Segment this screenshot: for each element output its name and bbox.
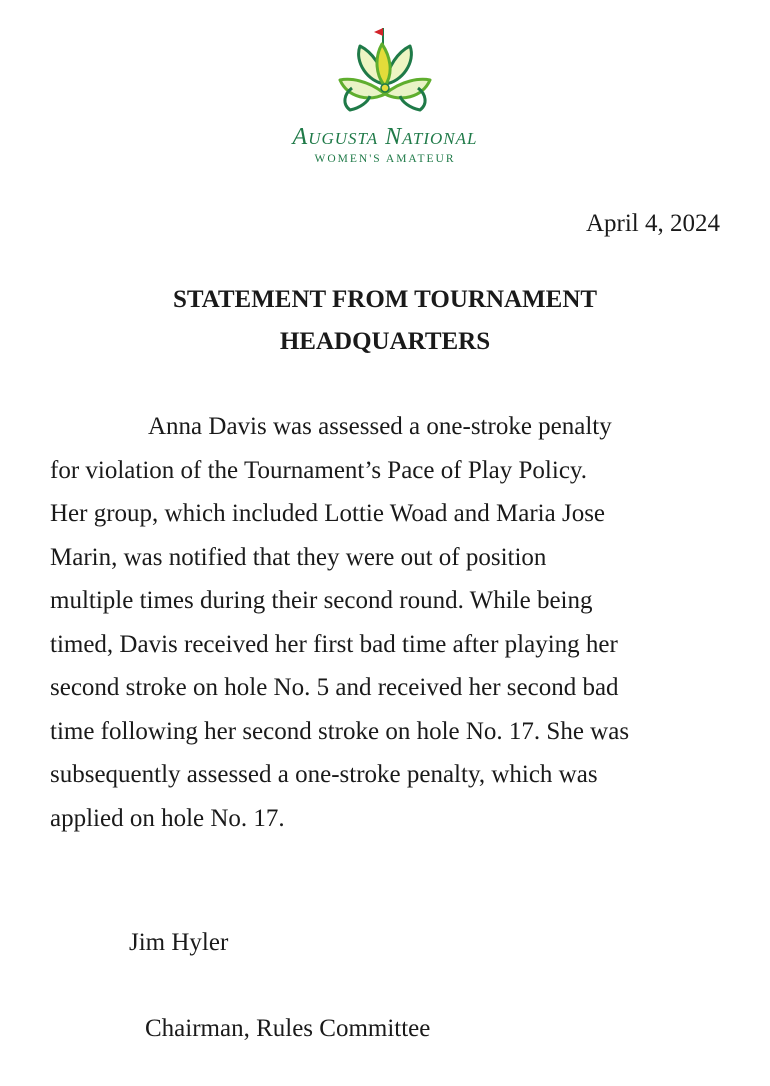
magnolia-flag-icon [330, 22, 440, 114]
body-line: second stroke on hole No. 5 and received her second bad [50, 674, 619, 701]
body-line: Anna Davis was assessed a one-stroke penalty [148, 413, 612, 440]
heading-line-2: HEADQUARTERS [279, 328, 491, 355]
statement-date: April 4, 2024 [585, 210, 720, 237]
body-line: multiple times during their second round. While being [50, 587, 593, 614]
signer-title: Chairman, Rules Committee [145, 1015, 431, 1042]
body-line: Marin, was notified that they were out of position [50, 543, 547, 571]
body-line: timed, Davis received her first bad time after playing her [50, 630, 618, 658]
tournament-logo [0, 22, 770, 165]
body-line: Her group, which included Lottie Woad and Maria Jose [50, 500, 606, 527]
logo-title: Augusta National [292, 124, 478, 150]
heading-line-1: STATEMENT FROM TOURNAMENT [172, 286, 598, 313]
statement-body [50, 405, 730, 840]
signer-name: Jim Hyler [129, 929, 229, 956]
logo-subtitle: WOMEN'S AMATEUR [314, 153, 456, 165]
body-line: applied on hole No. 17. [50, 804, 285, 832]
statement-heading [0, 279, 770, 363]
body-line: for violation of the Tournament’s Pace of Play Policy. [50, 456, 588, 484]
body-line: time following her second stroke on hole No. 17. She was [50, 717, 630, 745]
body-line: subsequently assessed a one-stroke penalty, which was [50, 761, 598, 788]
